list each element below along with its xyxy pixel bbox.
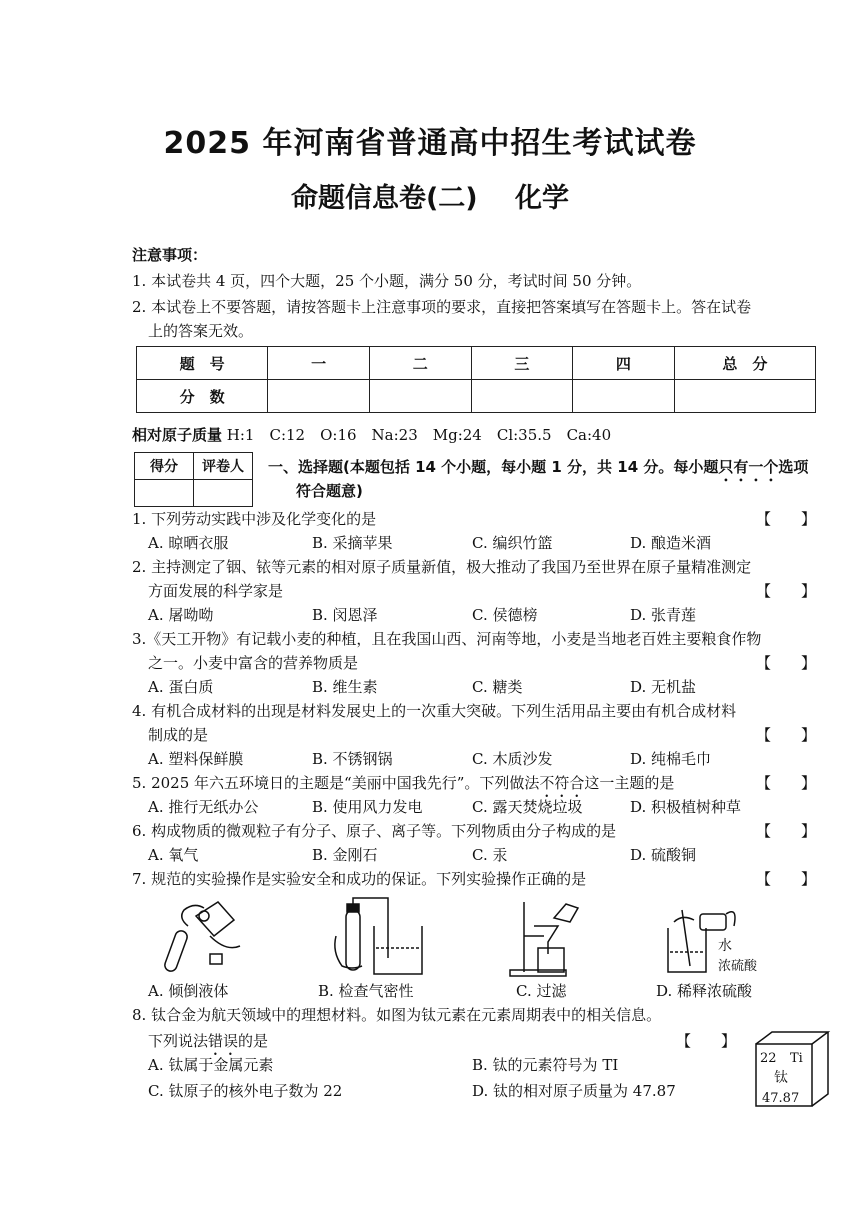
option: B. 闵恩泽 xyxy=(312,606,378,624)
option: B. 钛的元素符号为 TI xyxy=(472,1056,619,1074)
score-table xyxy=(136,346,816,413)
score-header: 二 xyxy=(369,347,471,380)
option: B. 不锈钢锅 xyxy=(312,750,393,768)
airtightness-check-illustration xyxy=(322,896,432,978)
note-item: 1. 本试卷共 4 页，四个大题，25 个小题，满分 50 分，考试时间 50 分钟。 xyxy=(132,272,642,290)
option: D. 纯棉毛巾 xyxy=(630,750,712,768)
stem-emphasis: 错误 xyxy=(208,1032,239,1050)
atomic-mass-label: 相对原子质量 xyxy=(132,426,223,444)
option: C. 侯德榜 xyxy=(472,606,538,624)
option: A. 氧气 xyxy=(148,846,199,864)
section-heading-emphasis: 只有一个 xyxy=(718,458,779,476)
element-name: 钛 xyxy=(774,1070,788,1086)
score-header: 题 号 xyxy=(137,347,268,380)
option: D. 稀释浓硫酸 xyxy=(656,982,753,1000)
subtitle-subject: 化学 xyxy=(515,183,570,214)
subtitle-paper: 命题信息卷(二) xyxy=(290,183,478,214)
question-stem: 4. 有机合成材料的出现是材料发展史上的一次重大突破。下列生活用品主要由有机合成材料 xyxy=(132,702,737,720)
score-header: 总 分 xyxy=(674,347,815,380)
question-stem: 制成的是 xyxy=(148,726,209,744)
note-item: 2. 本试卷上不要答题，请按答题卡上注意事项的要求，直接把答案填写在答题卡上。答在试卷 xyxy=(132,298,752,316)
option: C. 过滤 xyxy=(516,982,567,1000)
filtration-illustration xyxy=(500,896,600,978)
stem-text: 的是 xyxy=(238,1032,269,1050)
option: D. 张青莲 xyxy=(630,606,697,624)
score-header: 三 xyxy=(471,347,573,380)
option: A. 晾晒衣服 xyxy=(148,534,229,552)
question-stem: 1. 下列劳动实践中涉及化学变化的是 xyxy=(132,510,377,528)
element-mass: 47.87 xyxy=(762,1091,800,1106)
option: D. 积极植树种草 xyxy=(630,798,742,816)
element-number: 22 xyxy=(760,1051,777,1066)
option: A. 钛属于金属元素 xyxy=(148,1056,274,1074)
option: B. 采摘苹果 xyxy=(312,534,393,552)
option: C. 木质沙发 xyxy=(472,750,553,768)
stem-text: 这一主题的是 xyxy=(584,774,675,792)
stem-emphasis: 不符合 xyxy=(539,774,585,792)
acid-label: 浓硫酸 xyxy=(718,959,758,974)
question-stem: 2. 主持测定了铟、铱等元素的相对原子质量新值，极大推动了我国乃至世界在原子量精准测定 xyxy=(132,558,752,576)
option: C. 编织竹篮 xyxy=(472,534,553,552)
question-stem: 7. 规范的实验操作是实验安全和成功的保证。下列实验操作正确的是 xyxy=(132,870,587,888)
stem-text: 5. 2025 年六五环境日的主题是“美丽中国我先行”。下列做法 xyxy=(132,774,540,792)
grader-name-label: 评卷人 xyxy=(194,453,253,480)
option: B. 金刚石 xyxy=(312,846,378,864)
score-header: 四 xyxy=(573,347,675,380)
notes-heading: 注意事项： xyxy=(132,246,208,264)
score-header: 一 xyxy=(268,347,370,380)
answer-bracket: 【 】 xyxy=(755,654,816,672)
option: B. 检查气密性 xyxy=(318,982,414,1000)
section-heading-line2: 符合题意) xyxy=(296,482,363,500)
option: C. 糖类 xyxy=(472,678,523,696)
grader-name-cell xyxy=(194,480,253,507)
option: C. 露天焚烧垃圾 xyxy=(472,798,583,816)
atomic-mass xyxy=(132,424,832,446)
element-symbol: Ti xyxy=(790,1051,803,1066)
option: D. 无机盐 xyxy=(630,678,697,696)
option: C. 钛原子的核外电子数为 22 xyxy=(148,1082,343,1100)
section-heading-text: 选项 xyxy=(778,458,809,476)
option: A. 推行无纸办公 xyxy=(148,798,259,816)
dilute-acid-illustration xyxy=(660,896,780,978)
score-row-label: 分 数 xyxy=(137,380,268,413)
water-label: 水 xyxy=(718,938,732,954)
answer-bracket: 【 】 xyxy=(755,822,816,840)
titanium-element-card xyxy=(752,1030,842,1110)
option: A. 屠呦呦 xyxy=(148,606,214,624)
option: C. 汞 xyxy=(472,846,508,864)
answer-bracket: 【 】 xyxy=(675,1032,736,1050)
option: A. 塑料保鲜膜 xyxy=(148,750,244,768)
option: D. 硫酸铜 xyxy=(630,846,697,864)
score-cell xyxy=(573,380,675,413)
atomic-mass-values: H:1 C:12 O:16 Na:23 Mg:24 Cl:35.5 Ca:40 xyxy=(226,426,612,444)
exam-subtitle xyxy=(0,176,860,215)
question-stem: 8. 钛合金为航天领域中的理想材料。如图为钛元素在元素周期表中的相关信息。 xyxy=(132,1006,662,1024)
score-cell xyxy=(674,380,815,413)
option: B. 使用风力发电 xyxy=(312,798,423,816)
question-stem: 6. 构成物质的微观粒子有分子、原子、离子等。下列物质由分子构成的是 xyxy=(132,822,617,840)
grader-score-label: 得分 xyxy=(135,453,194,480)
answer-bracket: 【 】 xyxy=(755,774,816,792)
answer-bracket: 【 】 xyxy=(755,510,816,528)
answer-bracket: 【 】 xyxy=(755,582,816,600)
note-item: 上的答案无效。 xyxy=(148,322,254,340)
pour-liquid-illustration xyxy=(148,896,248,976)
score-cell xyxy=(268,380,370,413)
option: D. 钛的相对原子质量为 47.87 xyxy=(472,1082,676,1100)
grader-score-cell xyxy=(135,480,194,507)
exam-title: 2025 年河南省普通高中招生考试试卷 xyxy=(163,126,697,161)
option: B. 维生素 xyxy=(312,678,378,696)
grader-box xyxy=(134,452,253,507)
option: D. 酿造米酒 xyxy=(630,534,712,552)
stem-text: 下列说法 xyxy=(148,1032,209,1050)
question-stem: 之一。小麦中富含的营养物质是 xyxy=(148,654,359,672)
answer-bracket: 【 】 xyxy=(755,726,816,744)
score-cell xyxy=(369,380,471,413)
option: A. 倾倒液体 xyxy=(148,982,229,1000)
score-cell xyxy=(471,380,573,413)
section-heading-text: 一、选择题(本题包括 14 个小题，每小题 1 分，共 14 分。每小题 xyxy=(268,458,719,476)
question-stem: 3.《天工开物》有记载小麦的种植，且在我国山西、河南等地，小麦是当地老百姓主要粮食作物 xyxy=(132,630,762,648)
answer-bracket: 【 】 xyxy=(755,870,816,888)
question-stem: 方面发展的科学家是 xyxy=(148,582,284,600)
option: A. 蛋白质 xyxy=(148,678,214,696)
